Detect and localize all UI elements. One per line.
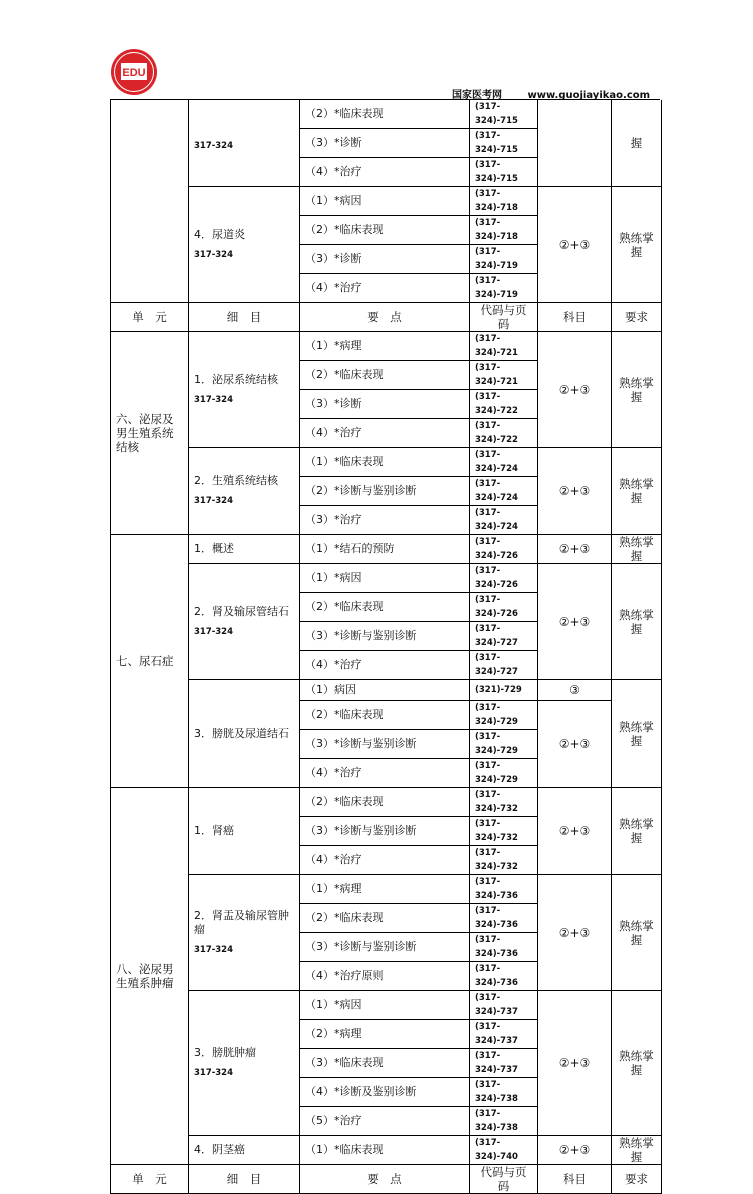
detail-title: 2．生殖系统结核	[194, 474, 278, 487]
point-cell: （3）*诊断与鉴别诊断	[300, 622, 470, 651]
subject-cell: ②+③	[538, 187, 612, 303]
point-cell: （3）*诊断与鉴别诊断	[300, 730, 470, 759]
svg-text:EDU: EDU	[122, 67, 146, 79]
detail-cell	[189, 187, 300, 303]
detail-cell	[189, 100, 300, 187]
point-cell: （1）*病理	[300, 875, 470, 904]
table-row	[111, 535, 662, 564]
requirement-cell: 熟练掌握	[612, 564, 662, 680]
code-page-cell: (321)-729	[470, 680, 538, 701]
detail-title: 1．概述	[194, 542, 234, 555]
table-row	[111, 100, 662, 129]
detail-cell	[189, 991, 300, 1136]
table-row	[111, 332, 662, 361]
point-cell: （1）*病理	[300, 332, 470, 361]
subject-cell: ②+③	[538, 535, 612, 564]
subject-cell: ②+③	[538, 701, 612, 788]
code-page-cell: (317-324)-724	[470, 448, 538, 477]
code-page-cell: (317-324)-736	[470, 933, 538, 962]
subject-cell	[538, 100, 612, 187]
code-page-cell: (317-324)-727	[470, 651, 538, 680]
detail-title: 4．阴茎癌	[194, 1143, 245, 1156]
code-page-cell: (317-324)-726	[470, 564, 538, 593]
code-page-cell: (317-324)-724	[470, 477, 538, 506]
site-url[interactable]: www.guojiayikao.com	[527, 90, 651, 101]
detail-pages: 317-324	[194, 626, 234, 637]
point-cell: （2）*临床表现	[300, 593, 470, 622]
detail-cell	[189, 788, 300, 875]
point-cell: （2）*临床表现	[300, 904, 470, 933]
point-cell: （2）*临床表现	[300, 701, 470, 730]
point-cell: （2）*临床表现	[300, 788, 470, 817]
code-page-cell: (317-324)-722	[470, 390, 538, 419]
site-logo	[110, 48, 158, 96]
requirement-cell: 熟练掌握	[612, 332, 662, 448]
point-cell: （3）*诊断	[300, 129, 470, 158]
point-cell: （3）*诊断	[300, 245, 470, 274]
requirement-cell: 熟练掌握	[612, 991, 662, 1136]
code-page-cell: (317-324)-726	[470, 535, 538, 564]
subject-cell: ③	[538, 680, 612, 701]
requirement-cell: 熟练掌握	[612, 680, 662, 788]
code-page-cell: (317-324)-715	[470, 100, 538, 129]
detail-pages: 317-324	[194, 496, 234, 506]
requirement-cell: 熟练掌握	[612, 788, 662, 875]
requirement-cell: 熟练掌握	[612, 535, 662, 564]
code-page-cell: (317-324)-715	[470, 158, 538, 187]
code-page-cell: (317-324)-732	[470, 846, 538, 875]
table-row	[111, 991, 662, 1020]
point-cell: （4）*治疗	[300, 158, 470, 187]
point-cell: （1）*病因	[300, 991, 470, 1020]
column-header: 细 目	[189, 303, 300, 332]
column-header: 代码与页码	[470, 1165, 538, 1194]
point-cell: （3）*治疗	[300, 506, 470, 535]
column-header: 科目	[538, 303, 612, 332]
detail-title: 1．肾癌	[194, 824, 234, 837]
detail-cell	[189, 875, 300, 991]
point-cell: （2）*病理	[300, 1020, 470, 1049]
code-page-cell: (317-324)-740	[470, 1136, 538, 1165]
subject-cell: ②+③	[538, 1136, 612, 1165]
requirement-cell: 熟练掌握	[612, 448, 662, 535]
detail-title: 4．尿道炎	[194, 227, 245, 241]
detail-pages: 317-324	[194, 1068, 234, 1078]
detail-cell	[189, 448, 300, 535]
code-page-cell: (317-324)-736	[470, 962, 538, 991]
code-page-cell: (317-324)-737	[470, 1020, 538, 1049]
detail-pages: 317-324	[194, 141, 234, 151]
column-header: 单 元	[111, 303, 189, 332]
code-page-cell: (317-324)-721	[470, 361, 538, 390]
point-cell: （2）*临床表现	[300, 100, 470, 129]
detail-pages: 317-324	[194, 249, 234, 260]
detail-pages: 317-324	[194, 944, 234, 955]
table-header-row	[111, 1165, 662, 1194]
detail-title: 2．肾及输尿管结石	[194, 604, 289, 618]
code-page-cell: (317-324)-729	[470, 730, 538, 759]
code-page-cell: (317-324)-737	[470, 1049, 538, 1078]
subject-cell: ②+③	[538, 875, 612, 991]
requirement-cell: 熟练掌握	[612, 875, 662, 991]
table-row	[111, 680, 662, 701]
table-row	[111, 187, 662, 216]
code-page-cell: (317-324)-736	[470, 904, 538, 933]
point-cell: （1）*病因	[300, 564, 470, 593]
point-cell: （2）*诊断与鉴别诊断	[300, 477, 470, 506]
logo-emblem-icon	[110, 48, 158, 96]
point-cell: （4）*治疗	[300, 759, 470, 788]
code-page-cell: (317-324)-738	[470, 1078, 538, 1107]
code-page-cell: (317-324)-737	[470, 991, 538, 1020]
subject-cell: ②+③	[538, 332, 612, 448]
point-cell: （3）*诊断与鉴别诊断	[300, 817, 470, 846]
code-page-cell: (317-324)-729	[470, 759, 538, 788]
syllabus-table	[110, 100, 662, 1194]
table-row	[111, 1136, 662, 1165]
subject-cell: ②+③	[538, 564, 612, 680]
code-page-cell: (317-324)-727	[470, 622, 538, 651]
code-page-cell: (317-324)-718	[470, 216, 538, 245]
code-page-cell: (317-324)-732	[470, 817, 538, 846]
detail-cell	[189, 564, 300, 680]
code-page-cell: (317-324)-721	[470, 332, 538, 361]
requirement-cell: 熟练掌握	[612, 1136, 662, 1165]
point-cell: （2）*临床表现	[300, 216, 470, 245]
detail-title: 1．泌尿系统结核	[194, 372, 278, 386]
unit-cell: 七、尿石症	[111, 535, 189, 788]
point-cell: （1）*病因	[300, 187, 470, 216]
requirement-cell: 握	[612, 100, 662, 187]
point-cell: （4）*治疗	[300, 274, 470, 303]
point-cell: （4）*治疗	[300, 651, 470, 680]
point-cell: （1）*临床表现	[300, 448, 470, 477]
column-header: 细 目	[189, 1165, 300, 1194]
column-header: 单 元	[111, 1165, 189, 1194]
code-page-cell: (317-324)-736	[470, 875, 538, 904]
code-page-cell: (317-324)-715	[470, 129, 538, 158]
code-page-cell: (317-324)-726	[470, 593, 538, 622]
point-cell: （1）*结石的预防	[300, 535, 470, 564]
detail-pages: 317-324	[194, 394, 234, 405]
code-page-cell: (317-324)-738	[470, 1107, 538, 1136]
point-cell: （4）*诊断及鉴别诊断	[300, 1078, 470, 1107]
point-cell: （2）*临床表现	[300, 361, 470, 390]
detail-cell	[189, 332, 300, 448]
detail-title: 3．膀胱及尿道结石	[194, 726, 289, 740]
point-cell: （1）病因	[300, 680, 470, 701]
point-cell: （5）*治疗	[300, 1107, 470, 1136]
point-cell: （3）*临床表现	[300, 1049, 470, 1078]
table-row	[111, 788, 662, 817]
detail-title: 2．肾盂及输尿管肿瘤	[194, 908, 289, 936]
site-name: 国家医考网	[452, 90, 502, 101]
code-page-cell: (317-324)-722	[470, 419, 538, 448]
subject-cell: ②+③	[538, 448, 612, 535]
point-cell: （4）*治疗原则	[300, 962, 470, 991]
code-page-cell: (317-324)-719	[470, 274, 538, 303]
table-row	[111, 875, 662, 904]
table-row	[111, 564, 662, 593]
table-header-row	[111, 303, 662, 332]
code-page-cell: (317-324)-732	[470, 788, 538, 817]
detail-cell	[189, 1136, 300, 1165]
code-page-cell: (317-324)-729	[470, 701, 538, 730]
subject-cell: ②+③	[538, 991, 612, 1136]
point-cell: （4）*治疗	[300, 419, 470, 448]
column-header: 科目	[538, 1165, 612, 1194]
detail-title: 3．膀胱肿瘤	[194, 1046, 256, 1059]
column-header: 要 点	[300, 303, 470, 332]
point-cell: （3）*诊断与鉴别诊断	[300, 933, 470, 962]
requirement-cell: 熟练掌握	[612, 187, 662, 303]
detail-cell	[189, 535, 300, 564]
column-header: 要 点	[300, 1165, 470, 1194]
code-page-cell: (317-324)-724	[470, 506, 538, 535]
column-header: 代码与页码	[470, 303, 538, 332]
unit-cell: 八、泌尿男生殖系肿瘤	[111, 788, 189, 1165]
subject-cell: ②+③	[538, 788, 612, 875]
point-cell: （4）*治疗	[300, 846, 470, 875]
code-page-cell: (317-324)-718	[470, 187, 538, 216]
code-page-cell: (317-324)-719	[470, 245, 538, 274]
point-cell: （3）*诊断	[300, 390, 470, 419]
column-header: 要求	[612, 303, 662, 332]
point-cell: （1）*临床表现	[300, 1136, 470, 1165]
table-row	[111, 448, 662, 477]
unit-cell	[111, 100, 189, 303]
unit-cell: 六、泌尿及男生殖系统结核	[111, 332, 189, 535]
column-header: 要求	[612, 1165, 662, 1194]
detail-cell	[189, 680, 300, 788]
